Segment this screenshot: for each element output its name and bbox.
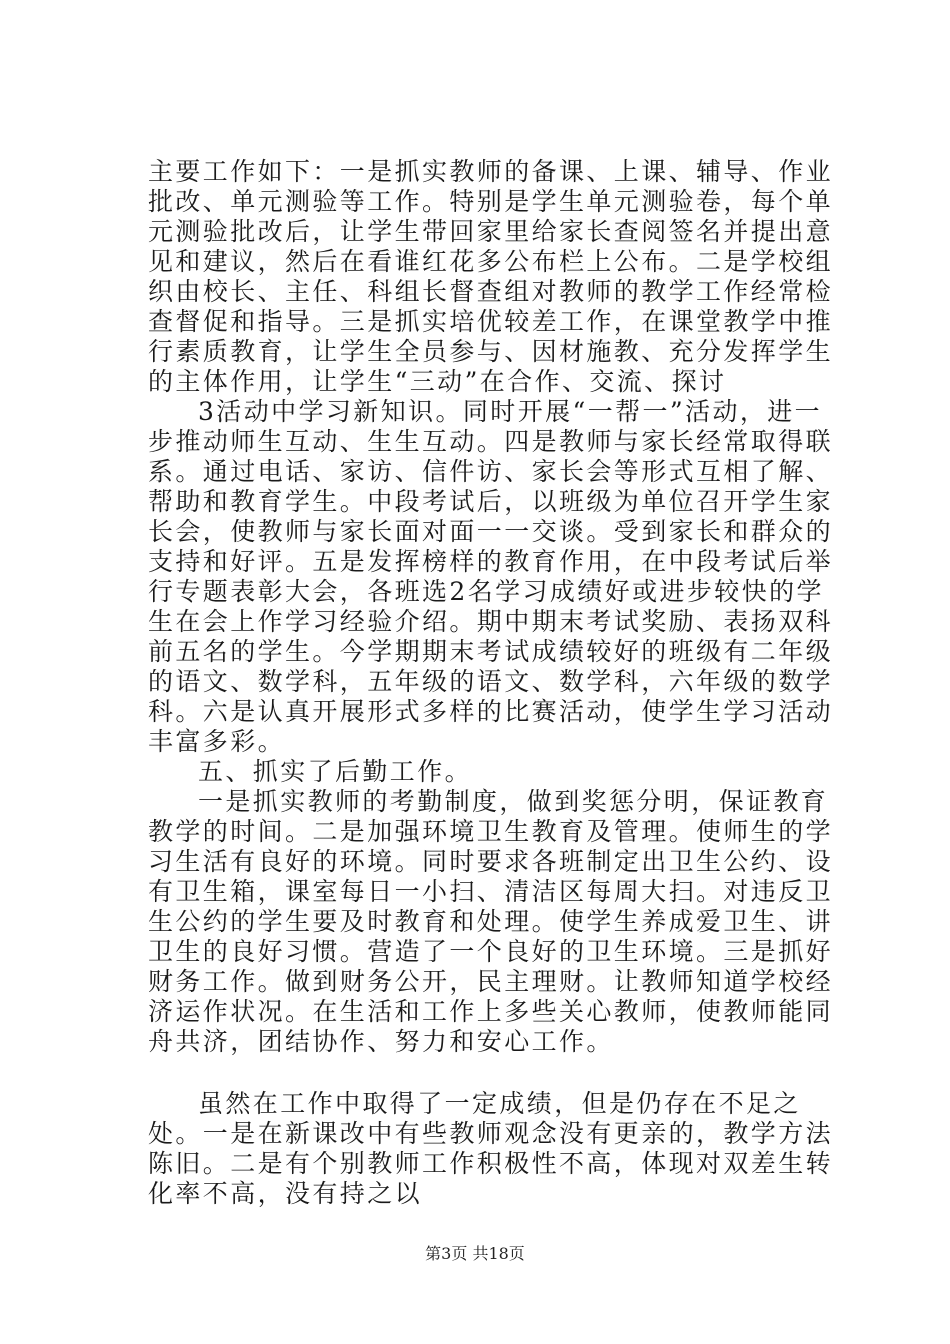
paragraph-shortcomings: 虽然在工作中取得了一定成绩，但是仍存在不足之处。一是在新课改中有些教师观念没有更亲的，教学方法陈旧。二是有个别教师工作积极性不高，体现对双差生转化率不高，没有持之以 [148,1089,834,1208]
section-heading-logistics: 五、抓实了后勤工作。 [198,757,473,786]
paragraph-spacer [148,1057,848,1089]
paragraph-logistics: 一是抓实教师的考勤制度，做到奖惩分明，保证教育教学的时间。二是加强环境卫生教育及管理。使师生的学习生活有良好的环境。同时要求各班制定出卫生公约、设有卫生箱，课室每日一小扫、清洁区每周大扫。对违反卫生公约的学生要及时教育和处理。使学生养成爱卫生、讲卫生的良好习惯。营造了一个良好的卫生环境。三是抓好财务工作。做到财务公开，民主理财。让教师知道学校经济运作状况。在生活和工作上多些关心教师，使教师能同舟共济，团结协作、努力和安心工作。 [148,787,834,1056]
page-number-footer: 第3页 共18页 [425,1244,525,1263]
document-body [148,157,848,1209]
paragraph-work-summary: 主要工作如下：一是抓实教师的备课、上课、辅导、作业批改、单元测验等工作。特别是学生单元测验卷，每个单元测验批改后，让学生带回家里给家长查阅签名并提出意见和建议，然后在看谁红花多公布栏上公布。二是学校组织由校长、主任、科组长督查组对教师的教学工作经常检查督促和指导。三是抓实培优较差工作，在课堂教学中推行素质教育，让学生全员参与、因材施教、充分发挥学生的主体作用，让学生“三动”在合作、交流、探讨 [148,157,834,396]
paragraph-activities: 3活动中学习新知识。同时开展“一帮一”活动，进一步推动师生互动、生生互动。四是教师与家长经常取得联系。通过电话、家访、信件访、家长会等形式互相了解、帮助和教育学生。中段考试后，以班级为单位召开学生家长会，使教师与家长面对面一一交谈。受到家长和群众的支持和好评。五是发挥榜样的教育作用，在中段考试后举行专题表彰大会，各班选2名学习成绩好或进步较快的学生在会上作学习经验介绍。期中期末考试奖励、表扬双科前五名的学生。今学期期末考试成绩较好的班级有二年级的语文、数学科，五年级的语文、数学科，六年级的数学科。六是认真开展形式多样的比赛活动，使学生学习活动丰富多彩。 [148,397,834,756]
